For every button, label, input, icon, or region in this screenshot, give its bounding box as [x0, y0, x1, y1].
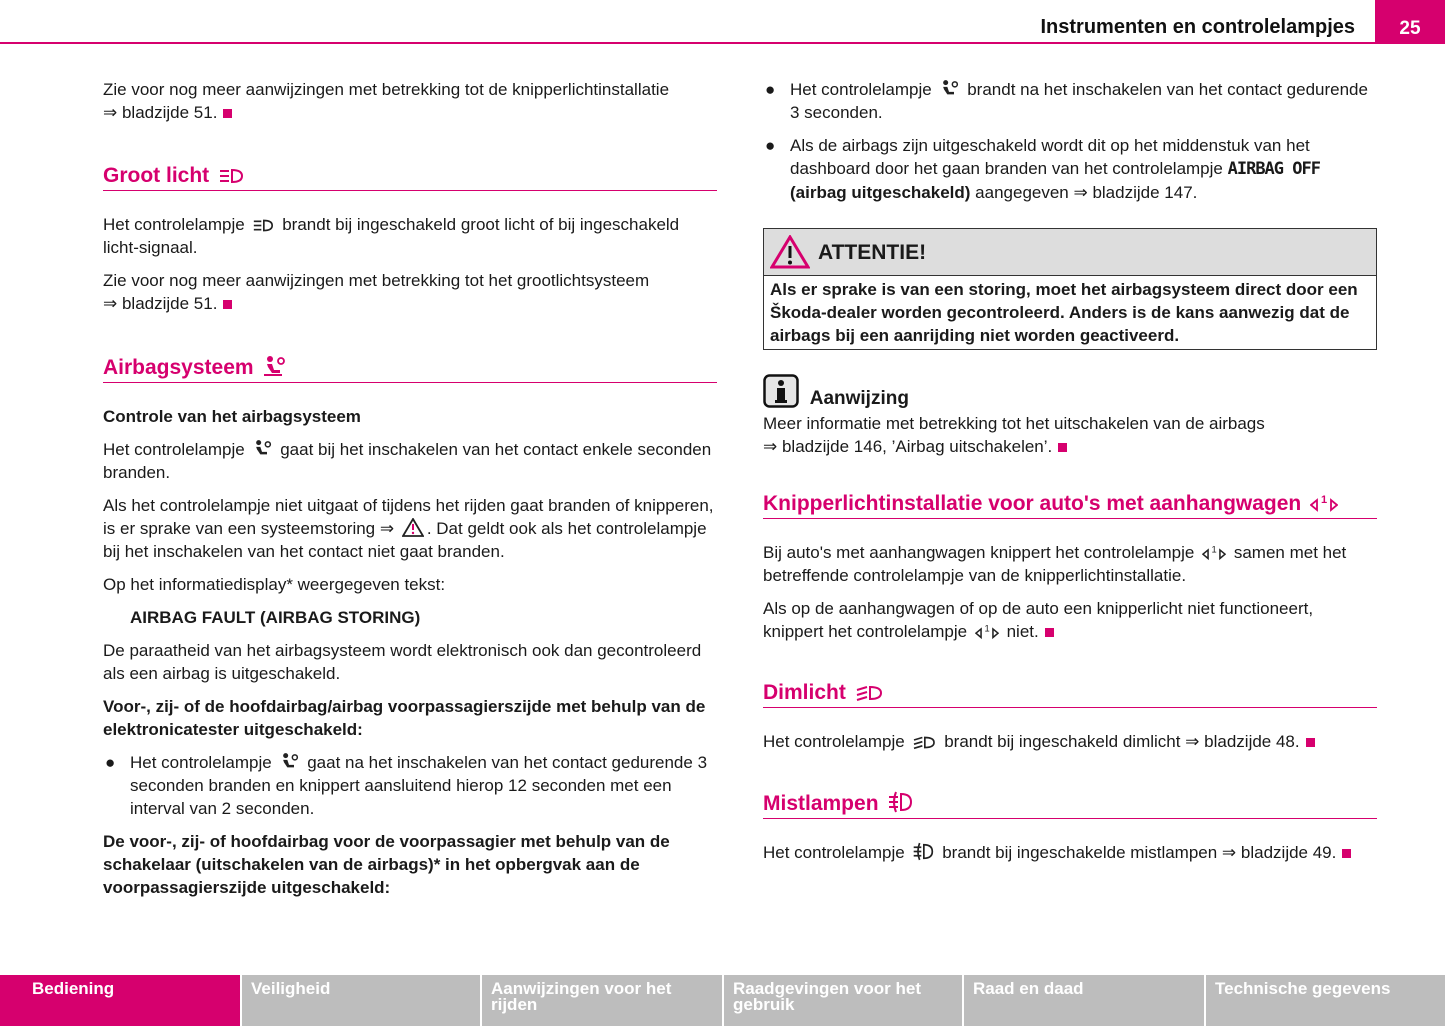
airbag-p1	[103, 438, 717, 484]
note-block	[763, 374, 1377, 458]
svg-text:1: 1	[984, 623, 990, 634]
heading-knipper-text: Knipperlichtinstallatie voor auto's met aanhangwagen	[763, 492, 1302, 515]
warning-box	[763, 228, 1377, 350]
tab-raadgevingen-gebruik[interactable]: Raadgevingen voor het gebruik	[724, 975, 962, 1026]
text: brandt bij ingeschakeld groot licht of bij ingeschakeld licht-signaal.	[103, 215, 680, 257]
text: samen met het betreffende controlelampje van de knipperlichtinstallatie.	[763, 543, 1347, 585]
airbag-icon	[939, 79, 959, 98]
trailer-turn-signal-icon	[1310, 493, 1338, 513]
warning-title: ATTENTIE!	[818, 241, 927, 264]
knipper-p1	[763, 541, 1377, 587]
tab-aanwijzingen-rijden[interactable]: Aanwijzingen voor het rijden	[482, 975, 722, 1026]
text: niet.	[1006, 622, 1039, 641]
text: Het controlelampje	[790, 80, 932, 99]
header-title: Instrumenten en controlelampjes	[1040, 16, 1355, 38]
text: Het controlelampje	[763, 732, 905, 751]
text: brandt bij ingeschakelde mistlampen ⇒ bladzijde 49.	[942, 843, 1337, 862]
trailer-turn-signal-icon	[975, 623, 999, 640]
page-number: 25	[1375, 0, 1445, 44]
svg-text:1: 1	[1211, 544, 1217, 555]
svg-text:1: 1	[1321, 494, 1328, 506]
bullet-dot: ●	[765, 136, 776, 155]
fog-light-icon	[887, 791, 913, 813]
tab-bediening[interactable]: Bediening	[0, 975, 240, 1026]
heading-groot-licht-text: Groot licht	[103, 164, 210, 187]
airbag-p4: De paraatheid van het airbagsysteem wordt elektronisch ook dan gecontroleerd als een airbag is uitgeschakeld.	[103, 641, 702, 683]
section-end-marker	[223, 109, 232, 118]
groot-licht-p2	[103, 269, 717, 315]
text: gaat na het inschakelen van het contact gedurende 3 seconden branden en knippert aansluitend hierop 12 seconden met een interval van 2 seconden.	[130, 753, 708, 818]
list-item	[763, 78, 1377, 124]
heading-groot-licht	[103, 164, 717, 191]
low-beam-icon	[912, 735, 936, 750]
airbag-off-indicator: AIRBAG OFF	[1227, 159, 1320, 179]
warning-body: Als er sprake is van een storing, moet het airbagsysteem direct door een Škoda-dealer worden gecontroleerd. Anders is de kans aanwezig dat de airbags bij een aanrijding niet worden geactiveerd.	[770, 280, 1358, 345]
warning-header	[764, 229, 1376, 276]
airbag-subheading: Controle van het airbagsysteem	[103, 407, 361, 426]
header-divider	[0, 42, 1445, 44]
warning-triangle-icon	[770, 235, 810, 269]
warning-triangle-icon[interactable]	[402, 518, 424, 537]
display-text: AIRBAG FAULT (AIRBAG STORING)	[130, 608, 421, 627]
high-beam-icon	[252, 218, 274, 233]
dimlicht-p1	[763, 730, 1377, 753]
footer-nav	[0, 975, 1445, 1026]
heading-airbagsysteem	[103, 355, 717, 383]
bullet-dot: ●	[105, 753, 116, 772]
heading-dimlicht-text: Dimlicht	[763, 681, 846, 704]
trailer-turn-signal-icon	[1202, 544, 1226, 561]
heading-airbag-text: Airbagsysteem	[103, 356, 254, 379]
note-ref-link[interactable]: ⇒ bladzijde 146, ’Airbag uitschakelen’.	[763, 437, 1053, 456]
info-icon	[763, 374, 799, 408]
section-end-marker	[1058, 443, 1067, 452]
fog-light-icon	[912, 842, 934, 861]
groot-licht-p1	[103, 213, 717, 259]
section-end-marker	[1306, 738, 1315, 747]
text: . Dat geldt ook als het controlelampje bij het inschakelen van het contact niet gaat branden.	[103, 519, 707, 561]
airbag-bold2: De voor-, zij- of hoofdairbag voor de voorpassagier met behulp van de schakelaar (uitschakelen van de airbags)* in het opbergvak aan de voorpassagierszijde uitgeschakeld:	[103, 832, 670, 897]
text: Als het controlelampje niet uitgaat of tijdens het rijden gaat branden of knipperen, is er sprake van een systeemstoring ⇒	[103, 496, 714, 538]
mist-p1	[763, 841, 1377, 864]
tab-veiligheid[interactable]: Veiligheid	[242, 975, 480, 1026]
groot-licht-ref-link[interactable]: ⇒ bladzijde 51.	[103, 294, 218, 313]
text: (airbag uitgeschakeld)	[790, 183, 971, 202]
text: Het controlelampje	[103, 440, 245, 459]
airbag-off-ref-link[interactable]: aangegeven ⇒ bladzijde 147.	[975, 183, 1198, 202]
low-beam-icon	[855, 684, 883, 702]
heading-knipperlicht	[763, 492, 1377, 519]
heading-mistlampen	[763, 791, 1377, 819]
airbag-icon	[279, 752, 299, 771]
text: Het controlelampje	[103, 215, 245, 234]
page-header	[0, 0, 1445, 46]
list-item	[763, 134, 1377, 204]
tab-technische-gegevens[interactable]: Technische gegevens	[1206, 975, 1445, 1026]
text: brandt na het inschakelen van het contact gedurende 3 seconden.	[790, 80, 1368, 122]
left-column	[103, 78, 717, 909]
bullet-dot: ●	[765, 80, 776, 99]
airbag-icon	[262, 355, 286, 377]
text: brandt bij ingeschakeld dimlicht ⇒ bladzijde 48.	[944, 732, 1300, 751]
airbag-icon	[252, 439, 272, 458]
high-beam-icon	[218, 167, 244, 185]
section-end-marker	[1045, 628, 1054, 637]
intro-paragraph	[103, 78, 717, 124]
tab-raad-en-daad[interactable]: Raad en daad	[964, 975, 1204, 1026]
airbag-p2	[103, 494, 717, 563]
text: Het controlelampje	[130, 753, 272, 772]
text: Meer informatie met betrekking tot het uitschakelen van de airbags	[763, 414, 1265, 433]
text: Het controlelampje	[763, 843, 905, 862]
text: Zie voor nog meer aanwijzingen met betrekking tot het grootlichtsysteem	[103, 271, 650, 290]
airbag-bold1: Voor-, zij- of de hoofdairbag/airbag voorpassagierszijde met behulp van de elektronicatester uitgeschakeld:	[103, 697, 706, 739]
list-item	[103, 751, 717, 820]
text: Als de airbags zijn uitgeschakeld wordt dit op het middenstuk van het dashboard door het gaan branden van het controlelampje	[790, 136, 1310, 178]
text: gaat bij het inschakelen van het contact enkele seconden branden.	[103, 440, 712, 482]
knipper-p2	[763, 597, 1377, 643]
intro-text: Zie voor nog meer aanwijzingen met betrekking tot de knipperlichtinstallatie	[103, 80, 670, 99]
intro-ref-link[interactable]: ⇒ bladzijde 51.	[103, 103, 218, 122]
airbag-p3: Op het informatiedisplay* weergegeven tekst:	[103, 575, 446, 594]
heading-dimlicht	[763, 681, 1377, 708]
heading-mist-text: Mistlampen	[763, 792, 879, 815]
section-end-marker	[1342, 849, 1351, 858]
section-end-marker	[223, 300, 232, 309]
note-body	[763, 412, 1377, 458]
text: Als op de aanhangwagen of op de auto een knipperlicht niet functioneert, knippert het controlelampje	[763, 599, 1314, 641]
right-column	[763, 78, 1377, 874]
note-title: Aanwijzing	[809, 388, 909, 409]
text: Bij auto's met aanhangwagen knippert het controlelampje	[763, 543, 1195, 562]
